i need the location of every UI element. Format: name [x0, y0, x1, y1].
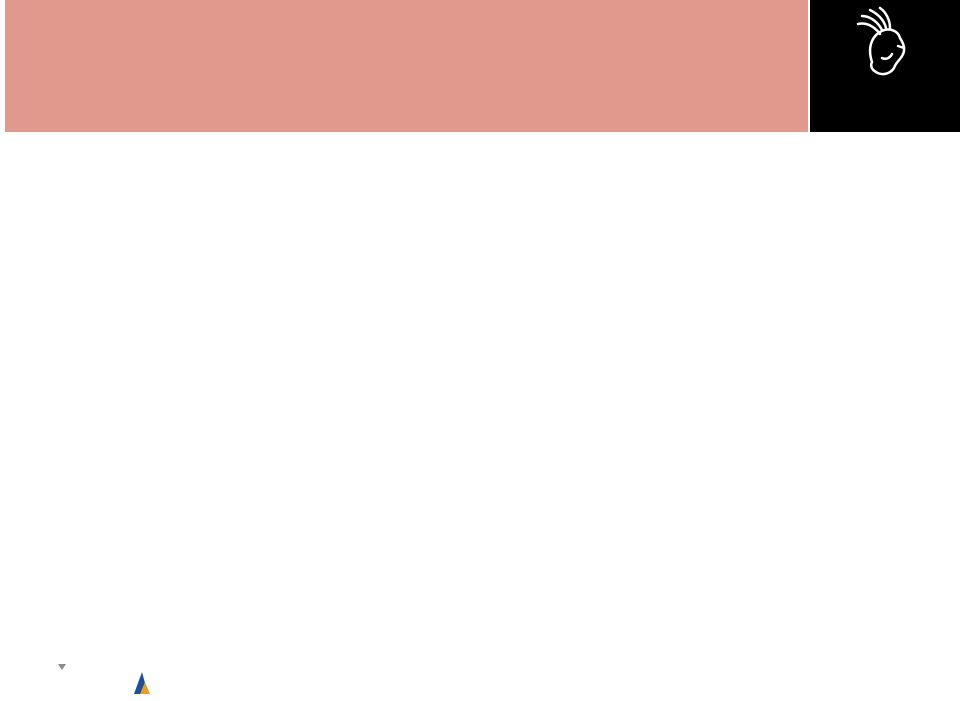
- equis-logo: [44, 660, 104, 696]
- amba-logo: [132, 668, 212, 696]
